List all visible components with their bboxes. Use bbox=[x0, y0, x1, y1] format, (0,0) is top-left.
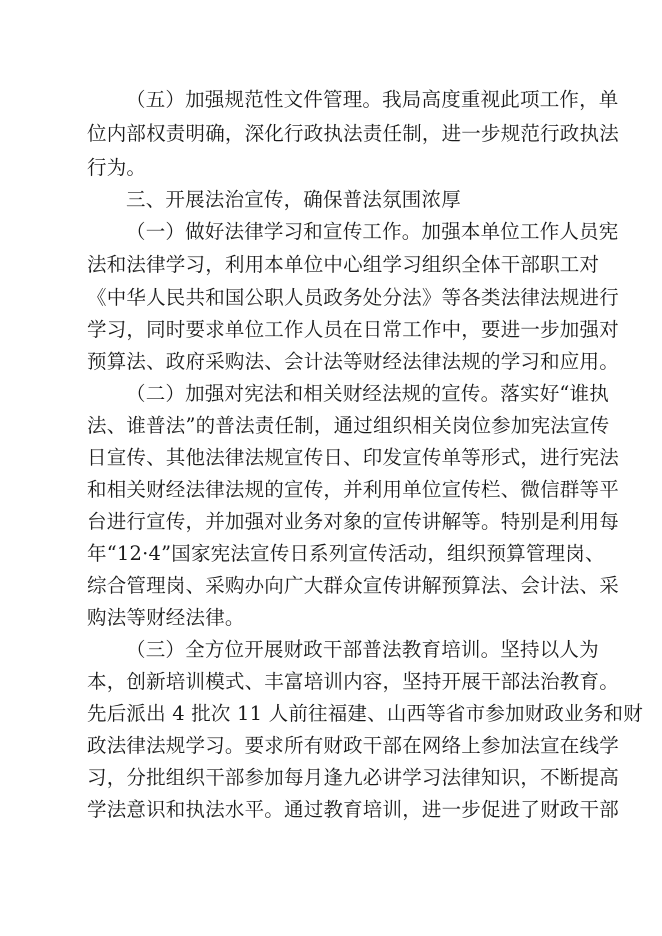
paragraph-3-line-4: 政法律法规学习。要求所有财政干部在网络上参加法宣在线学 bbox=[87, 734, 619, 757]
paragraph-2-line-4: 和相关财经法律法规的宣传，并利用单位宣传栏、微信群等平 bbox=[87, 478, 619, 501]
paragraph-2-line-8: 购法等财经法律。 bbox=[87, 606, 245, 629]
section-3-heading: 三、开展法治宣传，确保普法氛围浓厚 bbox=[126, 188, 461, 211]
paragraph-2-line-6: 年“12·4”国家宪法宣传日系列宣传活动，组织预算管理岗、 bbox=[87, 542, 605, 565]
paragraph-1-line-2: 法和法律学习，利用本单位中心组学习组织全体干部职工对 bbox=[87, 253, 600, 276]
paragraph-2-line-5: 台进行宣传，并加强对业务对象的宣传讲解等。特别是利用每 bbox=[87, 510, 619, 533]
paragraph-1-line-5: 预算法、政府采购法、会计法等财经法律法规的学习和应用。 bbox=[87, 350, 619, 373]
paragraph-1-line-3: 《中华人民共和国公职人员政务处分法》等各类法律法规进行 bbox=[87, 286, 619, 309]
paragraph-2-line-7: 综合管理岗、采购办向广大群众宣传讲解预算法、会计法、采 bbox=[87, 574, 619, 597]
paragraph-5-line-1: （五）加强规范性文件管理。我局高度重视此项工作，单 bbox=[126, 88, 619, 111]
paragraph-3-line-2: 本，创新培训模式、丰富培训内容，坚持开展干部法治教育。 bbox=[87, 670, 619, 693]
paragraph-2-line-3: 日宣传、其他法律法规宣传日、印发宣传单等形式，进行宪法 bbox=[87, 446, 619, 469]
paragraph-3-line-3: 先后派出 4 批次 11 人前往福建、山西等省市参加财政业务和财 bbox=[87, 702, 643, 725]
paragraph-3-line-1: （三）全方位开展财政干部普法教育培训。坚持以人为 bbox=[126, 638, 599, 661]
paragraph-3-line-5: 习，分批组织干部参加每月逢九必讲学习法律知识，不断提高 bbox=[87, 766, 619, 789]
paragraph-1-line-1: （一）做好法律学习和宣传工作。加强本单位工作人员宪 bbox=[126, 220, 619, 243]
paragraph-2-line-1: （二）加强对宪法和相关财经法规的宣传。落实好“谁执 bbox=[126, 382, 609, 405]
paragraph-1-line-4: 学习，同时要求单位工作人员在日常工作中，要进一步加强对 bbox=[87, 318, 619, 341]
paragraph-2-line-2: 法、谁普法”的普法责任制，通过组织相关岗位参加宪法宣传 bbox=[87, 414, 610, 437]
paragraph-5-line-2: 位内部权责明确，深化行政执法责任制，进一步规范行政执法 bbox=[87, 122, 619, 145]
paragraph-5-line-3: 行为。 bbox=[87, 156, 147, 179]
paragraph-3-line-6: 学法意识和执法水平。通过教育培训，进一步促进了财政干部 bbox=[87, 798, 619, 821]
